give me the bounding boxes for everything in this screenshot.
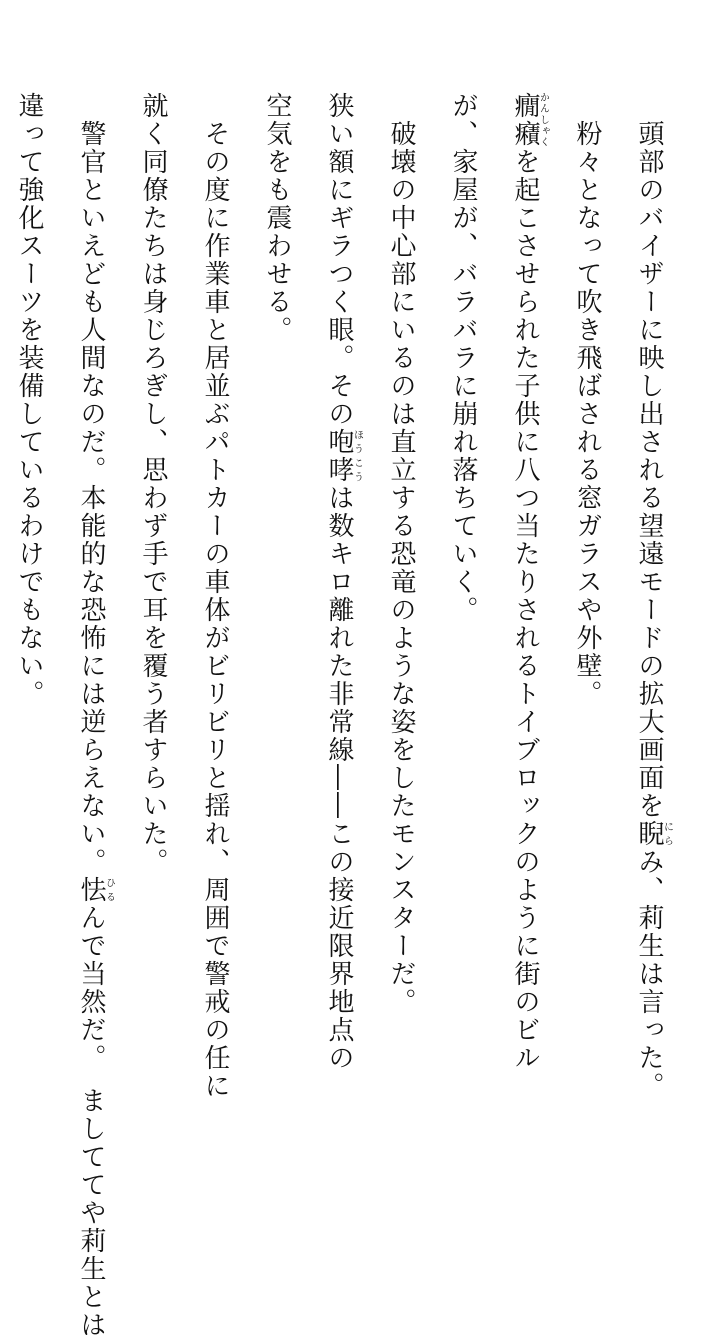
text-line: が、家屋が、バラバラに崩れ落ちていく。 xyxy=(448,92,478,624)
vertical-text-block xyxy=(0,92,680,1339)
ruby-word: 怯ひる xyxy=(76,876,115,904)
text-line: 空気をも震わせる。 xyxy=(262,92,292,344)
text-line: 破壊の中心部にいるのは直立する恐竜のような姿をしたモンスターだ。 xyxy=(386,92,416,1016)
text-line: 頭部のバイザーに映し出される望遠モードの拡大画面を睨にらみ、莉生は言った。 xyxy=(634,92,673,1100)
text-line: 癇癪かんしゃくを起こさせられた子供に八つ当たりされるトイブロックのように街のビル xyxy=(510,92,549,1072)
ruby-word: 睨にら xyxy=(634,820,673,848)
text-line: その度に作業車と居並ぶパトカーの車体がビリビリと揺れ、周囲で警戒の任に xyxy=(200,92,230,1100)
text-line: 粉々となって吹き飛ばされる窓ガラスや外壁。 xyxy=(572,92,602,708)
ruby-word: 咆哮ほうこう xyxy=(324,428,363,484)
text-line: 違って強化スーツを装備しているわけでもない。 xyxy=(14,92,44,708)
text-line: 警官といえども人間なのだ。本能的な恐怖には逆らえない。怯ひるんで当然だ。 ましててや莉生とは xyxy=(76,92,115,1339)
text-line: 就く同僚たちは身じろぎし、思わず手で耳を覆う者すらいた。 xyxy=(138,92,168,876)
text-line: 狭い額にギラつく眼。その咆哮ほうこうは数キロ離れた非常線――この接近限界地点の xyxy=(324,92,363,1072)
ruby-word: 癇癪かんしゃく xyxy=(510,92,549,148)
